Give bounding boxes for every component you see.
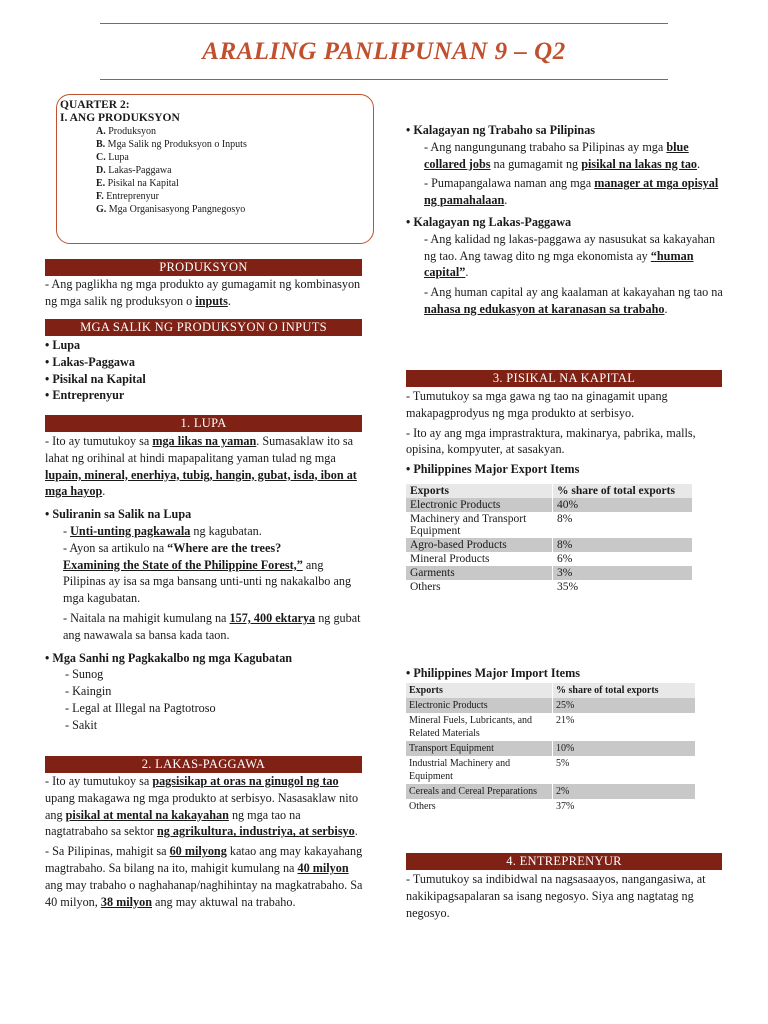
entreprenyur-text: - Tumutukoy sa indibidwal na nagsasaayos, nangangasiwa, at nakikipagsapalaran sa isang negosyo. Siya ang nagtatag ng negosyo. bbox=[406, 872, 706, 920]
salik-header: MGA SALIK NG PRODUKSYON O INPUTS bbox=[45, 319, 362, 336]
table-row: Mineral Products 6% bbox=[406, 552, 693, 566]
sanhi-heading: • Mga Sanhi ng Pagkakalbo ng mga Kagubatan bbox=[45, 650, 293, 665]
quarter-heading: QUARTER 2: bbox=[60, 99, 130, 111]
outline-item: E. Pisikal na Kapital bbox=[96, 178, 179, 189]
outline-item: A. Produksyon bbox=[96, 126, 157, 137]
exports-heading: • Philippines Major Export Items bbox=[406, 462, 580, 477]
table-row: Garments 3% bbox=[406, 566, 693, 580]
trabaho-section: • Kalagayan ng Trabaho sa Pilipinas - Ang nangungunang trabaho sa Pilipinas ay mga blue collared jobs na gumagamit ng pisikal na lakas ng tao. - Pumapangalawa naman ang mga manager at mga opisyal ng pamahalaan. • Kalagayan ng Lakas-Paggawa - Ang kalidad ng lakas-paggawa ay nasusukat sa kakayahan ng tao. Ang tawag dito ng mga ekonomista ay “human capital”. - Ang human capital ay ang kaalaman at kakayahan ng tao na nahasa ng edukasyon at karanasan sa trabaho. bbox=[406, 122, 726, 318]
table-header: % share of total exports bbox=[553, 484, 693, 498]
title-rule bbox=[100, 79, 668, 80]
list-item: • Lakas-Paggawa bbox=[45, 354, 135, 369]
list-item: - Kaingin bbox=[65, 684, 112, 699]
table-row: Machinery and Transport Equipment 8% bbox=[406, 512, 693, 538]
list-item: - Sunog bbox=[65, 667, 104, 682]
quarter-topic: I. ANG PRODUKSYON bbox=[60, 112, 180, 124]
lupa-header: 1. LUPA bbox=[45, 415, 362, 432]
table-row: Agro-based Products 8% bbox=[406, 538, 693, 552]
table-row: Electronic Products 25% bbox=[406, 698, 696, 713]
outline-item: F. Entreprenyur bbox=[96, 191, 159, 202]
table-row: Others 37% bbox=[406, 799, 696, 814]
outline-item: B. Mga Salik ng Produksyon o Inputs bbox=[96, 139, 247, 150]
table-row: Transport Equipment 10% bbox=[406, 741, 696, 756]
table-header: % share of total exports bbox=[553, 683, 696, 698]
page-title: ARALING PANLIPUNAN 9 – Q2 bbox=[202, 38, 566, 65]
top-rule bbox=[100, 23, 668, 24]
export-table bbox=[406, 484, 693, 594]
table-row: Cereals and Cereal Preparations 2% bbox=[406, 784, 696, 799]
lupa-section: - Ito ay tumutukoy sa mga likas na yaman. Sumasaklaw ito sa lahat ng orihinal at hindi mapapalitang yaman tulad ng mga lupain, mineral, enerhiya, tubig, hangin, gubat, isda, ibon at mga hayop. • Suliranin sa Salik na Lupa - Unti-unting pagkawala ng kagubatan. - Ayon sa artikulo na “Where are the trees? Examining the State of the Philippine Forest,” ang Pilipinas ay isa sa mga bansang unti-unti ng nakakalbo ang mga kagubatan. - Naitala na mahigit kumulang na 157, 400 ektarya ng gubat ang nawawala sa bansa kada taon. • Mga Sanhi ng Pagkakalbo ng mga Kagubatan - Sunog - Kaingin - Legal at Illegal na Pagtotroso - Sakit bbox=[45, 433, 365, 734]
table-row: Industrial Machinery and Equipment 5% bbox=[406, 756, 696, 784]
list-item: - Legal at Illegal na Pagtotroso bbox=[65, 700, 216, 715]
table-row: Others 35% bbox=[406, 580, 693, 594]
table-row: Electronic Products 40% bbox=[406, 498, 693, 512]
salik-list bbox=[45, 337, 363, 404]
imports-heading: • Philippines Major Import Items bbox=[406, 666, 580, 680]
lakas-paggawa-header: 2. LAKAS-PAGGAWA bbox=[45, 756, 362, 773]
outline-item: C. Lupa bbox=[96, 152, 129, 163]
produksyon-text: - Ang paglikha ng mga produkto ay gumagamit ng kombinasyon ng mga salik ng produksyon o inputs. bbox=[45, 277, 361, 308]
list-item: - Sakit bbox=[65, 717, 98, 732]
entreprenyur-header: 4. ENTREPRENYUR bbox=[406, 853, 722, 870]
lakas-paggawa-section: - Ito ay tumutukoy sa pagsisikap at oras na ginugol ng tao upang makagawa ng mga produkto at serbisyo. Nasasaklaw nito ang pisikal at mental na kakayahan ng mga tao na nagtatrabaho sa sektor ng agrikultura, industriya, at serbisyo. - Sa Pilipinas, mahigit sa 60 milyong katao ang may kakayahang magtrabaho. Sa bilang na ito, mahigit kumulang na 40 milyon ang may trabaho o naghahanap/naghihintay na magkatrabaho. Sa 40 milyon, 38 milyon ang may aktuwal na trabaho. bbox=[45, 774, 363, 909]
table-row: Mineral Fuels, Lubricants, and Related Materials 21% bbox=[406, 713, 696, 741]
table-header: Exports bbox=[406, 683, 553, 698]
pisikal-kapital-section: - Tumutukoy sa mga gawa ng tao na ginagamit upang makapagprodyus ng mga produkto at serbisyo. - Ito ay ang mga imprastraktura, makinarya, pabrika, malls, opisina, kompyuter, at sasakyan. • Philippines Major Export Items bbox=[406, 388, 724, 478]
produksyon-header: PRODUKSYON bbox=[45, 259, 362, 276]
list-item: • Entreprenyur bbox=[45, 388, 125, 403]
suliranin-heading: • Suliranin sa Salik na Lupa bbox=[45, 507, 192, 522]
lakas-kalagayan-heading: • Kalagayan ng Lakas-Paggawa bbox=[406, 214, 572, 229]
outline-item: G. Mga Organisasyong Pangnegosyo bbox=[96, 204, 246, 215]
pisikal-kapital-header: 3. PISIKAL NA KAPITAL bbox=[406, 370, 722, 387]
outline-item: D. Lakas-Paggawa bbox=[96, 165, 172, 176]
table-header: Exports bbox=[406, 484, 553, 498]
trabaho-heading: • Kalagayan ng Trabaho sa Pilipinas bbox=[406, 123, 596, 137]
quarter-outline-box bbox=[56, 94, 374, 244]
import-table bbox=[406, 683, 696, 814]
list-item: • Pisikal na Kapital bbox=[45, 371, 146, 386]
list-item: • Lupa bbox=[45, 338, 81, 352]
